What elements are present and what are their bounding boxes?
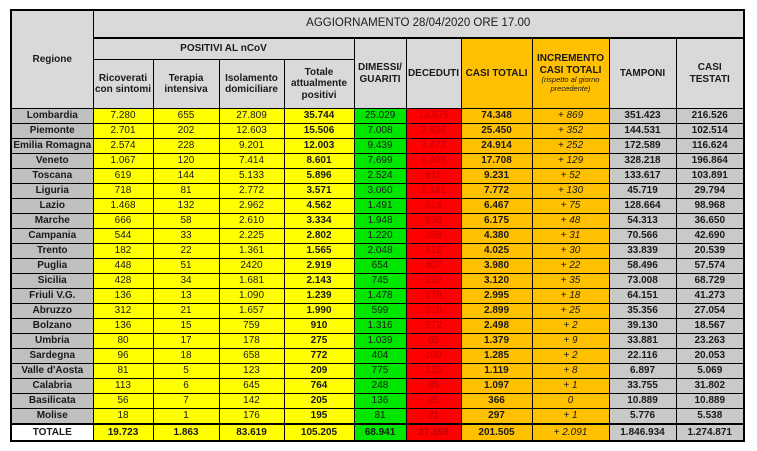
cell-casi-testati: 29.794: [676, 184, 744, 199]
cell-casi-totali: 1.097: [461, 379, 532, 394]
cell-incremento: + 130: [532, 184, 609, 199]
cell-regione: Basilicata: [11, 394, 93, 409]
table-row: [11, 109, 744, 124]
header-incremento-label: INCREMENTO CASI TOTALI: [536, 53, 605, 76]
cell-casi-testati: 18.567: [676, 319, 744, 334]
header-regione: Regione: [11, 10, 93, 109]
cell-ricoverati: 2.701: [93, 124, 153, 139]
cell-regione: Campania: [11, 229, 93, 244]
cell-casi-testati: 102.514: [676, 124, 744, 139]
cell-casi-totali: 1.285: [461, 349, 532, 364]
cell-terapia: 202: [153, 124, 219, 139]
cell-tamponi: 70.566: [609, 229, 676, 244]
cell-incremento: + 25: [532, 304, 609, 319]
cell-tamponi: 144.531: [609, 124, 676, 139]
cell-regione: Emilia Romagna: [11, 139, 93, 154]
cell-regione: Trento: [11, 244, 93, 259]
cell-tamponi: 22.116: [609, 349, 676, 364]
cell-casi-testati: 5.538: [676, 409, 744, 425]
cell-deceduti: 25: [406, 394, 461, 409]
cell-dimessi: 1.948: [354, 214, 406, 229]
cell-tamponi: 64.151: [609, 289, 676, 304]
cell-incremento: + 22: [532, 259, 609, 274]
cell-isolamento: 658: [219, 349, 284, 364]
cell-dimessi: 2.048: [354, 244, 406, 259]
cell-terapia: 18: [153, 349, 219, 364]
cell-terapia: 6: [153, 379, 219, 394]
cell-ricoverati: 136: [93, 319, 153, 334]
cell-casi-testati: 23.263: [676, 334, 744, 349]
cell-terapia: 17: [153, 334, 219, 349]
cell-deceduti: 3.472: [406, 139, 461, 154]
cell-casi-testati: 5.069: [676, 364, 744, 379]
header-casi-testati: CASI TESTATI: [676, 38, 744, 109]
cell-deceduti: 232: [406, 274, 461, 289]
cell-incremento: + 2: [532, 349, 609, 364]
cell-isolamento: 2.962: [219, 199, 284, 214]
cell-deceduti: 85: [406, 379, 461, 394]
cell-dimessi: 25.029: [354, 109, 406, 124]
table-row: [11, 319, 744, 334]
cell-regione: Abruzzo: [11, 304, 93, 319]
cell-isolamento: 1.657: [219, 304, 284, 319]
header-incremento: [532, 38, 609, 109]
cell-incremento: + 8: [532, 364, 609, 379]
cell-casi-totali: 4.025: [461, 244, 532, 259]
cell-ricoverati: 7.280: [93, 109, 153, 124]
cell-deceduti: 412: [406, 244, 461, 259]
cell-ricoverati: 81: [93, 364, 153, 379]
cell-casi-testati: 196.864: [676, 154, 744, 169]
cell-ricoverati: 182: [93, 244, 153, 259]
cell-isolamento: 176: [219, 409, 284, 425]
cell-dimessi: 775: [354, 364, 406, 379]
table-row: [11, 139, 744, 154]
cell-deceduti: 21: [406, 409, 461, 425]
cell-tamponi: 33.839: [609, 244, 676, 259]
cell-ricoverati: 56: [93, 394, 153, 409]
totale-row: [11, 424, 744, 441]
cell-casi-totali: 2.498: [461, 319, 532, 334]
cell-regione: Sardegna: [11, 349, 93, 364]
cell-casi-totali: 1.119: [461, 364, 532, 379]
cell-totale-positivi: 275: [284, 334, 354, 349]
cell-terapia: 58: [153, 214, 219, 229]
table-row: [11, 274, 744, 289]
cell-dimessi: 7.699: [354, 154, 406, 169]
cell-incremento: + 352: [532, 124, 609, 139]
cell-terapia: 81: [153, 184, 219, 199]
header-positivi-group: POSITIVI AL nCoV: [93, 38, 354, 60]
cell-tamponi: 328.218: [609, 154, 676, 169]
cell-dimessi: 81: [354, 409, 406, 425]
cell-terapia: 15: [153, 319, 219, 334]
cell-terapia: 144: [153, 169, 219, 184]
cell-isolamento: 645: [219, 379, 284, 394]
cell-deceduti: 109: [406, 349, 461, 364]
table-row: [11, 154, 744, 169]
table-row: [11, 394, 744, 409]
cell-terapia: 228: [153, 139, 219, 154]
cell-isolamento: 27.809: [219, 109, 284, 124]
cell-dimessi: 404: [354, 349, 406, 364]
cell-regione: Lazio: [11, 199, 93, 214]
cell-totale-positivi: 3.334: [284, 214, 354, 229]
cell-tamponi: 133.617: [609, 169, 676, 184]
cell-deceduti: 811: [406, 169, 461, 184]
cell-totale-positivi: 8.601: [284, 154, 354, 169]
cell-incremento: + 1: [532, 379, 609, 394]
cell-incremento: + 252: [532, 139, 609, 154]
cell-tamponi: 351.423: [609, 109, 676, 124]
cell-totale-positivi: 5.896: [284, 169, 354, 184]
cell-incremento: + 52: [532, 169, 609, 184]
cell-isolamento: 2420: [219, 259, 284, 274]
cell-isolamento: 2.225: [219, 229, 284, 244]
cell-terapia: 34: [153, 274, 219, 289]
cell-incremento: + 1: [532, 409, 609, 425]
covid-regional-table-wrapper: [10, 9, 745, 442]
cell-regione: Molise: [11, 409, 93, 425]
cell-ricoverati: 428: [93, 274, 153, 289]
cell-totale-positivi: 772: [284, 349, 354, 364]
cell-isolamento: 1.361: [219, 244, 284, 259]
cell-incremento: + 35: [532, 274, 609, 289]
cell-casi-totali: 6.175: [461, 214, 532, 229]
cell-totale-positivi: 205: [284, 394, 354, 409]
cell-casi-testati: 1.274.871: [676, 424, 744, 441]
table-row: [11, 334, 744, 349]
cell-tamponi: 58.496: [609, 259, 676, 274]
header-totale-positivi: Totale attualmente positivi: [284, 60, 354, 109]
table-row: [11, 349, 744, 364]
table-row: [11, 229, 744, 244]
cell-totale-positivi: 1.565: [284, 244, 354, 259]
table-row: [11, 244, 744, 259]
cell-ricoverati: 19.723: [93, 424, 153, 441]
cell-casi-totali: 1.379: [461, 334, 532, 349]
cell-deceduti: 278: [406, 289, 461, 304]
cell-deceduti: 272: [406, 319, 461, 334]
cell-casi-testati: 41.273: [676, 289, 744, 304]
cell-deceduti: 407: [406, 259, 461, 274]
cell-isolamento: 1.681: [219, 274, 284, 289]
table-title: [93, 10, 744, 38]
cell-regione: Umbria: [11, 334, 93, 349]
cell-terapia: 1: [153, 409, 219, 425]
cell-regione: Calabria: [11, 379, 93, 394]
cell-casi-testati: 20.539: [676, 244, 744, 259]
cell-regione: Veneto: [11, 154, 93, 169]
cell-dimessi: 1.039: [354, 334, 406, 349]
cell-deceduti: 2.936: [406, 124, 461, 139]
cell-regione: Sicilia: [11, 274, 93, 289]
cell-deceduti: 1.408: [406, 154, 461, 169]
cell-casi-totali: 366: [461, 394, 532, 409]
cell-totale-positivi: 1.990: [284, 304, 354, 319]
header-isolamento: Isolamento domiciliare: [219, 60, 284, 109]
cell-casi-totali: 201.505: [461, 424, 532, 441]
cell-incremento: + 30: [532, 244, 609, 259]
cell-casi-totali: 4.380: [461, 229, 532, 244]
cell-deceduti: 135: [406, 364, 461, 379]
cell-totale-positivi: 105.205: [284, 424, 354, 441]
cell-totale-positivi: 1.239: [284, 289, 354, 304]
cell-regione: Piemonte: [11, 124, 93, 139]
cell-tamponi: 35.356: [609, 304, 676, 319]
cell-tamponi: 5.776: [609, 409, 676, 425]
cell-deceduti: 893: [406, 214, 461, 229]
cell-totale-positivi: 195: [284, 409, 354, 425]
cell-totale-positivi: 4.562: [284, 199, 354, 214]
cell-casi-totali: 7.772: [461, 184, 532, 199]
cell-ricoverati: 718: [93, 184, 153, 199]
cell-tamponi: 128.664: [609, 199, 676, 214]
cell-totale-positivi: 764: [284, 379, 354, 394]
table-row: [11, 169, 744, 184]
cell-isolamento: 9.201: [219, 139, 284, 154]
cell-terapia: 13: [153, 289, 219, 304]
cell-casi-totali: 6.467: [461, 199, 532, 214]
cell-casi-testati: 31.802: [676, 379, 744, 394]
cell-ricoverati: 619: [93, 169, 153, 184]
cell-casi-testati: 57.574: [676, 259, 744, 274]
cell-casi-totali: 74.348: [461, 109, 532, 124]
cell-dimessi: 7.008: [354, 124, 406, 139]
cell-totale-positivi: 35.744: [284, 109, 354, 124]
cell-tamponi: 6.897: [609, 364, 676, 379]
cell-dimessi: 1.316: [354, 319, 406, 334]
cell-regione: Liguria: [11, 184, 93, 199]
cell-incremento: + 48: [532, 214, 609, 229]
header-dimessi: DIMESSI/ GUARITI: [354, 38, 406, 109]
cell-regione: Marche: [11, 214, 93, 229]
cell-isolamento: 2.610: [219, 214, 284, 229]
cell-tamponi: 1.846.934: [609, 424, 676, 441]
table-row: [11, 289, 744, 304]
cell-dimessi: 1.220: [354, 229, 406, 244]
cell-dimessi: 1.491: [354, 199, 406, 214]
cell-deceduti: 65: [406, 334, 461, 349]
cell-totale-positivi: 2.143: [284, 274, 354, 289]
cell-regione: Toscana: [11, 169, 93, 184]
table-row: [11, 379, 744, 394]
header-casi-totali: CASI TOTALI: [461, 38, 532, 109]
cell-deceduti: 414: [406, 199, 461, 214]
cell-terapia: 51: [153, 259, 219, 274]
cell-ricoverati: 666: [93, 214, 153, 229]
cell-ricoverati: 80: [93, 334, 153, 349]
cell-ricoverati: 18: [93, 409, 153, 425]
cell-tamponi: 45.719: [609, 184, 676, 199]
cell-dimessi: 599: [354, 304, 406, 319]
cell-terapia: 5: [153, 364, 219, 379]
cell-regione: Valle d'Aosta: [11, 364, 93, 379]
table-body: [11, 109, 744, 442]
cell-terapia: 120: [153, 154, 219, 169]
cell-casi-totali: 25.450: [461, 124, 532, 139]
cell-incremento: + 9: [532, 334, 609, 349]
cell-dimessi: 745: [354, 274, 406, 289]
cell-casi-totali: 3.120: [461, 274, 532, 289]
cell-incremento: + 18: [532, 289, 609, 304]
cell-incremento: + 869: [532, 109, 609, 124]
header-ricoverati: Ricoverati con sintomi: [93, 60, 153, 109]
cell-tamponi: 39.130: [609, 319, 676, 334]
cell-ricoverati: 448: [93, 259, 153, 274]
cell-totale-positivi: 209: [284, 364, 354, 379]
cell-regione: Lombardia: [11, 109, 93, 124]
cell-deceduti: 13.575: [406, 109, 461, 124]
cell-incremento: + 31: [532, 229, 609, 244]
cell-isolamento: 2.772: [219, 184, 284, 199]
cell-casi-totali: 2.899: [461, 304, 532, 319]
cell-casi-totali: 2.995: [461, 289, 532, 304]
cell-casi-testati: 20.053: [676, 349, 744, 364]
cell-terapia: 1.863: [153, 424, 219, 441]
cell-incremento: + 2: [532, 319, 609, 334]
cell-tamponi: 172.589: [609, 139, 676, 154]
cell-ricoverati: 312: [93, 304, 153, 319]
cell-casi-testati: 103.891: [676, 169, 744, 184]
cell-casi-testati: 10.889: [676, 394, 744, 409]
table-row: [11, 184, 744, 199]
cell-incremento: + 129: [532, 154, 609, 169]
cell-casi-totali: 17.708: [461, 154, 532, 169]
cell-dimessi: 68.941: [354, 424, 406, 441]
cell-deceduti: 27.359: [406, 424, 461, 441]
cell-casi-testati: 36.650: [676, 214, 744, 229]
cell-terapia: 655: [153, 109, 219, 124]
cell-isolamento: 7.414: [219, 154, 284, 169]
cell-dimessi: 2.524: [354, 169, 406, 184]
cell-dimessi: 3.060: [354, 184, 406, 199]
table-row: [11, 409, 744, 425]
table-row: [11, 304, 744, 319]
cell-regione: TOTALE: [11, 424, 93, 441]
cell-isolamento: 83.619: [219, 424, 284, 441]
table-row: [11, 214, 744, 229]
cell-isolamento: 142: [219, 394, 284, 409]
header-deceduti: DECEDUTI: [406, 38, 461, 109]
cell-ricoverati: 113: [93, 379, 153, 394]
header-incremento-note: (rispetto al giorno precedente): [541, 75, 600, 93]
table-row: [11, 364, 744, 379]
covid-regional-table: [10, 9, 745, 442]
cell-isolamento: 12.603: [219, 124, 284, 139]
cell-isolamento: 123: [219, 364, 284, 379]
table-row: [11, 259, 744, 274]
cell-dimessi: 9.439: [354, 139, 406, 154]
cell-casi-totali: 9.231: [461, 169, 532, 184]
cell-totale-positivi: 15.506: [284, 124, 354, 139]
cell-totale-positivi: 2.919: [284, 259, 354, 274]
cell-deceduti: 358: [406, 229, 461, 244]
cell-totale-positivi: 3.571: [284, 184, 354, 199]
cell-ricoverati: 1.067: [93, 154, 153, 169]
cell-incremento: + 75: [532, 199, 609, 214]
cell-totale-positivi: 2.802: [284, 229, 354, 244]
cell-incremento: + 2.091: [532, 424, 609, 441]
cell-isolamento: 5.133: [219, 169, 284, 184]
cell-casi-totali: 297: [461, 409, 532, 425]
cell-casi-testati: 68.729: [676, 274, 744, 289]
cell-tamponi: 54.313: [609, 214, 676, 229]
cell-ricoverati: 1.468: [93, 199, 153, 214]
cell-terapia: 21: [153, 304, 219, 319]
cell-dimessi: 654: [354, 259, 406, 274]
cell-casi-testati: 116.624: [676, 139, 744, 154]
cell-tamponi: 73.008: [609, 274, 676, 289]
cell-deceduti: 310: [406, 304, 461, 319]
cell-ricoverati: 544: [93, 229, 153, 244]
cell-dimessi: 1.478: [354, 289, 406, 304]
cell-regione: Puglia: [11, 259, 93, 274]
cell-isolamento: 1.090: [219, 289, 284, 304]
cell-dimessi: 248: [354, 379, 406, 394]
cell-ricoverati: 96: [93, 349, 153, 364]
header-terapia: Terapia intensiva: [153, 60, 219, 109]
cell-casi-totali: 3.980: [461, 259, 532, 274]
cell-casi-testati: 98.968: [676, 199, 744, 214]
cell-tamponi: 33.755: [609, 379, 676, 394]
cell-totale-positivi: 910: [284, 319, 354, 334]
cell-terapia: 132: [153, 199, 219, 214]
cell-casi-testati: 216.526: [676, 109, 744, 124]
title-text: AGGIORNAMENTO 28/04/2020 ORE 17.00: [306, 17, 531, 30]
cell-incremento: 0: [532, 394, 609, 409]
cell-terapia: 7: [153, 394, 219, 409]
table-row: [11, 199, 744, 214]
cell-ricoverati: 2.574: [93, 139, 153, 154]
cell-ricoverati: 136: [93, 289, 153, 304]
cell-terapia: 33: [153, 229, 219, 244]
cell-tamponi: 10.889: [609, 394, 676, 409]
cell-isolamento: 178: [219, 334, 284, 349]
cell-terapia: 22: [153, 244, 219, 259]
header-tamponi: TAMPONI: [609, 38, 676, 109]
cell-dimessi: 136: [354, 394, 406, 409]
cell-casi-testati: 42.690: [676, 229, 744, 244]
cell-casi-testati: 27.054: [676, 304, 744, 319]
cell-deceduti: 1.141: [406, 184, 461, 199]
cell-casi-totali: 24.914: [461, 139, 532, 154]
cell-tamponi: 33.881: [609, 334, 676, 349]
cell-regione: Friuli V.G.: [11, 289, 93, 304]
cell-totale-positivi: 12.003: [284, 139, 354, 154]
cell-regione: Bolzano: [11, 319, 93, 334]
cell-isolamento: 759: [219, 319, 284, 334]
table-row: [11, 124, 744, 139]
